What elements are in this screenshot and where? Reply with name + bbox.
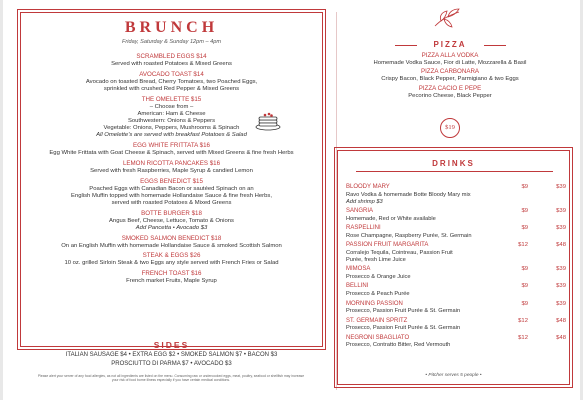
drink-desc: Prosecco, Passion Fruit Purée & St. Germain [346,308,461,315]
brunch-item-name: THE OMELETTE $15 [141,95,202,103]
page-edge-left [0,0,3,400]
drink-glass-price: $12 [518,334,528,341]
drink-desc: Prosecco & Peach Purée [346,291,410,298]
brunch-hours: Friday, Saturday & Sunday 12pm – 4pm [121,39,222,45]
drink-item [346,225,566,240]
brunch-item-desc: 10 oz. grilled Sirloin Steak & two Eggs any style served with French Fries or Salad [64,260,279,267]
drink-item [346,335,566,350]
brunch-item-desc: Vegetable: Onions, Peppers, Mushrooms & Spinach [103,125,240,132]
brunch-item [21,252,322,267]
brunch-item-name: EGGS BENEDICT $15 [140,177,203,185]
drink-item [346,318,566,333]
pizza-item-desc: Crispy Bacon, Black Pepper, Parmigiano & two Eggs [381,76,519,83]
drink-pitcher-price: $48 [556,242,566,249]
drink-glass-price: $9 [521,266,528,273]
drink-name: MIMOSA [346,266,371,273]
brunch-item [21,210,322,232]
brunch-item-desc: Served with fresh Raspberries, Maple Syrup & candied Lemon [90,167,253,174]
drinks-rule [356,171,553,172]
drink-note: Add shrimp $3 [346,198,383,205]
drink-glass-price: $9 [521,225,528,232]
drink-item [346,208,566,223]
brunch-item-desc: Poached Eggs with Canadian Bacon or sautéed Spinach on an [89,185,254,192]
drink-pitcher-price: $39 [556,283,566,290]
brunch-item-desc: Southwestern: Onions & Peppers [127,118,216,125]
pizza-price-badge: $19 [440,118,460,138]
brunch-item [21,53,322,68]
brunch-item-desc: Served with roasted Potatoes & Mixed Greens [111,61,232,67]
sides-line-2: PROSCIUTTO DI PARMA $7 • AVOCADO $3 [111,361,232,367]
sides-title: SIDES [153,340,190,350]
allergy-disclaimer: Please alert your server of any food allergies, as not all ingredients are listed on the menu. Consuming raw or undercooked eggs, meat, poultry, seafood or shellfish may increase your risk of food borne illness especially if you have certain medical conditions. [37,374,305,383]
pizza-title: PIZZA [433,40,467,49]
drink-name: BLOODY MARY [346,184,390,190]
pizza-item-desc: Homemade Vodka Sauce, Fior di Latte, Mozzarella & Basil [373,60,527,66]
drink-desc: Rose Champagne, Raspberry Purée, St. Germain [346,232,472,239]
drink-desc: Corralejo Tequila, Cointreau, Passion Fruit [346,249,453,256]
drink-name: NEGRONI SBAGLIATO [346,334,410,341]
drink-desc: Homemade, Red or White available [346,215,436,222]
brunch-item-desc: Angus Beef, Cheese, Lettuce, Tomato & Onions [109,217,234,224]
brunch-title: BRUNCH [124,19,219,36]
drink-desc: Purée, fresh Lime Juice [346,256,406,263]
drink-name: MORNING PASSION [346,300,403,307]
drink-glass-price: $12 [518,317,528,324]
drink-name: BELLINI [346,283,369,290]
brunch-item-desc: Avocado on toasted Bread, Cherry Tomatoes, two Poached Eggs, [85,78,258,85]
drink-glass-price: $9 [521,208,528,215]
drink-pitcher-price: $39 [556,225,566,232]
leaf-icon [431,6,465,30]
brunch-item-name: BOTTE BURGER $18 [141,209,202,217]
drink-name: PASSION FRUIT MARGARITA [346,242,429,249]
drink-glass-price: $12 [518,242,528,249]
drink-desc: Prosecco, Passion Fruit Purée & St. Germain [346,325,461,332]
brunch-item [21,71,322,93]
pancake-icon [255,111,281,131]
pizza-item-desc: Pecorino Cheese, Black Pepper [408,92,492,99]
brunch-panel [20,12,323,347]
drink-name: ST. GERMAIN SPRITZ [346,317,408,324]
sides-line-1: ITALIAN SAUSAGE $4 • EXTRA EGG $2 • SMOKED SALMON $7 • BACON $3 [65,352,278,358]
brunch-item-name: EGG WHITE FRITTATA $16 [132,142,210,150]
drink-pitcher-price: $39 [556,266,566,273]
brunch-item-desc: On an English Muffin with homemade Hollandaise Sauce & smoked Scottish Salmon [61,242,282,249]
drink-desc: Ravo Vodka & homemade Botte Bloody Mary mix [346,191,471,198]
brunch-item [21,160,322,175]
brunch-item-name: LEMON RICOTTA PANCAKES $16 [122,159,221,167]
brunch-item [21,142,322,157]
drink-pitcher-price: $48 [556,334,566,341]
pizza-item-name: PIZZA ALLA VODKA [421,52,479,59]
brunch-item-name: SMOKED SALMON BENEDICT $18 [121,234,222,242]
brunch-item-desc: French market Fruits, Maple Syrup [126,277,217,284]
drink-glass-price: $9 [521,300,528,307]
drink-glass-price: $9 [521,283,528,290]
brunch-item-desc: Egg White Frittata with Goat Cheese & Spinach, served with Mixed Greens & fine fresh Herbs [49,150,294,157]
drink-item [346,301,566,316]
drinks-title: DRINKS [432,159,475,168]
brunch-item-desc: served with roasted Potatoes & Mixed Greens [111,199,232,206]
brunch-item-note: All Omelette's are served with breakfast Potatoes & Salad [96,132,247,139]
drink-item [346,184,566,206]
drink-name: SANGRIA [346,208,374,215]
brunch-item-name: SCRAMBLED EGGS $14 [136,53,207,60]
pitcher-note: • Pitcher serves 5 people • [425,373,482,378]
brunch-item [21,270,322,285]
drink-pitcher-price: $39 [556,208,566,215]
brunch-item-name: STEAK & EGGS $26 [142,252,201,260]
drink-item [346,242,566,264]
pizza-items [350,52,550,101]
brunch-item-note: Add Pancetta • Avocado $3 [135,224,208,231]
brunch-items [21,53,322,288]
pizza-rule-right [484,45,506,46]
brunch-item-desc: American: Ham & Cheese [137,110,206,117]
drinks-list [346,184,566,352]
brunch-item-desc: sprinkled with crushed Red Pepper & Mixed Greens [103,85,240,92]
pizza-item-name: PIZZA CACIO E PEPE [418,84,482,92]
brunch-item-name: FRENCH TOAST $16 [141,269,202,277]
brunch-item-name: AVOCADO TOAST $14 [139,70,204,78]
drink-desc: Prosecco & Orange Juice [346,273,411,280]
drink-pitcher-price: $39 [556,184,566,190]
drink-name: RASPELLINI [346,225,381,232]
drink-glass-price: $9 [521,184,528,190]
brunch-item-desc: English Muffin topped with homemade Hollandaise Sauce & fine fresh Herbs, [71,192,272,199]
drink-desc: Prosecco, Contratto Bitter, Red Vermouth [346,342,451,349]
brunch-item [21,178,322,208]
pizza-item-name: PIZZA CARBONARA [420,68,480,76]
drink-pitcher-price: $48 [556,317,566,324]
brunch-item [21,235,322,250]
drink-item [346,283,566,298]
drink-item [346,266,566,281]
drink-pitcher-price: $39 [556,300,566,307]
brunch-item-desc: – Choose from – [149,103,194,110]
drinks-panel [337,150,570,385]
